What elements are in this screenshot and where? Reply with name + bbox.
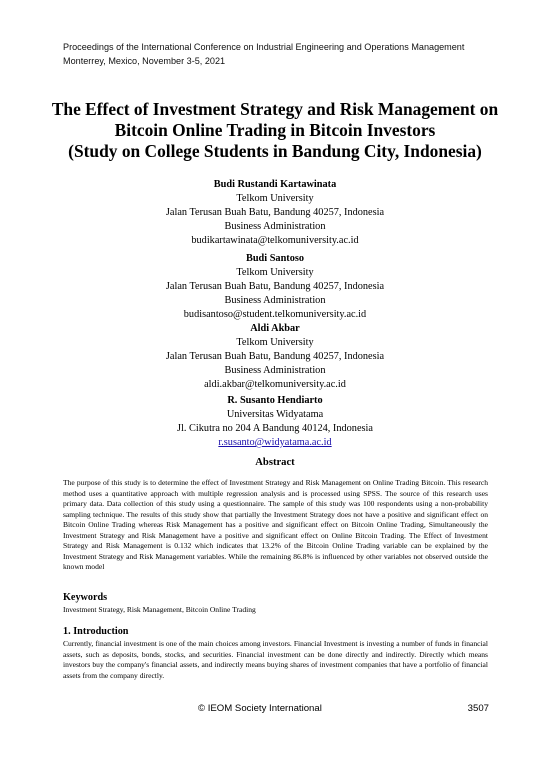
author-address: Jalan Terusan Buah Batu, Bandung 40257, Indonesia (165, 351, 385, 362)
footer-copyright: © IEOM Society International (198, 703, 322, 714)
author-email-link[interactable]: r.susanto@widyatama.ac.id (218, 437, 332, 448)
title-line-1: The Effect of Investment Strategy and Risk Management on (51, 99, 499, 119)
author-block-4 (60, 394, 490, 450)
author-affiliation: Telkom University (236, 337, 314, 348)
keywords-text: Investment Strategy, Risk Management, Bitcoin Online Trading (63, 605, 256, 614)
author-address: Jalan Terusan Buah Batu, Bandung 40257, Indonesia (165, 207, 385, 218)
header-conference: Proceedings of the International Conference on Industrial Engineering and Operations Management (63, 42, 465, 52)
author-name: Budi Rustandi Kartawinata (213, 179, 337, 190)
author-affiliation: Telkom University (236, 267, 314, 278)
author-department: Business Administration (224, 295, 326, 306)
author-department: Business Administration (224, 221, 326, 232)
introduction-body: Currently, financial investment is one of the main choices among investors. Financial Investment is investing a number of funds in financial assets, such as deposits, bonds, stocks, and securities. Financial investment can be done directly and indirectly. Directly which means investors buy the company's financial assets, and indirectly means buying shares of investment companies that have a portfolio of financial assets from the company directly. (63, 639, 488, 680)
author-address: Jl. Cikutra no 204 A Bandung 40124, Indonesia (177, 423, 373, 434)
author-department: Business Administration (224, 365, 326, 376)
abstract-heading: Abstract (255, 457, 295, 468)
author-block-3 (60, 322, 490, 392)
author-block-2 (60, 252, 490, 322)
author-affiliation: Universitas Widyatama (226, 409, 324, 420)
keywords-heading: Keywords (63, 592, 108, 603)
running-header (63, 41, 513, 68)
author-name: R. Susanto Hendiarto (227, 395, 323, 406)
author-name: Aldi Akbar (250, 323, 300, 334)
author-block-1 (60, 178, 490, 248)
title-line-3: (Study on College Students in Bandung City, Indonesia) (68, 141, 482, 161)
author-affiliation: Telkom University (236, 193, 314, 204)
abstract-body: The purpose of this study is to determine the effect of Investment Strategy and Risk Management on Online Trading Bitcoin. This research method uses a quantitative approach with multiple regression analysis and is processed using SPSS. The source of this research uses primary data. Data collection of this study using a questionnaire. The sample of this study was 100 respondents using a non-probability sampling technique. The results of this study show that partially the Investment Strategy does not have a positive and significant effect on Bitcoin Online Trading whereas Risk Management has a positive and significant effect on Bitcoin Online Trading, Simultaneously the Investment Strategy and Risk Management have a positive and significant effect on Online Bitcoin Trading. The Effect of Investment Strategy and Risk Management is 0.132 which indicates that 13.2% of the Bitcoin Online Trading variable can be explained by the Investment Strategy and Risk Management variables. While the remaining 86.8% is influenced by other variables not observed outside the known model (63, 478, 488, 571)
author-email: budikartawinata@telkomuniversity.ac.id (191, 235, 359, 246)
introduction-heading: 1. Introduction (63, 626, 129, 637)
page-footer (63, 703, 489, 717)
author-email: budisantoso@student.telkomuniversity.ac.id (183, 309, 367, 320)
title-line-2: Bitcoin Online Trading in Bitcoin Investors (114, 120, 436, 140)
author-address: Jalan Terusan Buah Batu, Bandung 40257, Indonesia (165, 281, 385, 292)
author-email: aldi.akbar@telkomuniversity.ac.id (204, 379, 346, 390)
paper-title (40, 99, 510, 162)
author-name: Budi Santoso (245, 253, 305, 264)
page-number: 3507 (467, 703, 489, 714)
header-location-date: Monterrey, Mexico, November 3-5, 2021 (63, 55, 226, 66)
